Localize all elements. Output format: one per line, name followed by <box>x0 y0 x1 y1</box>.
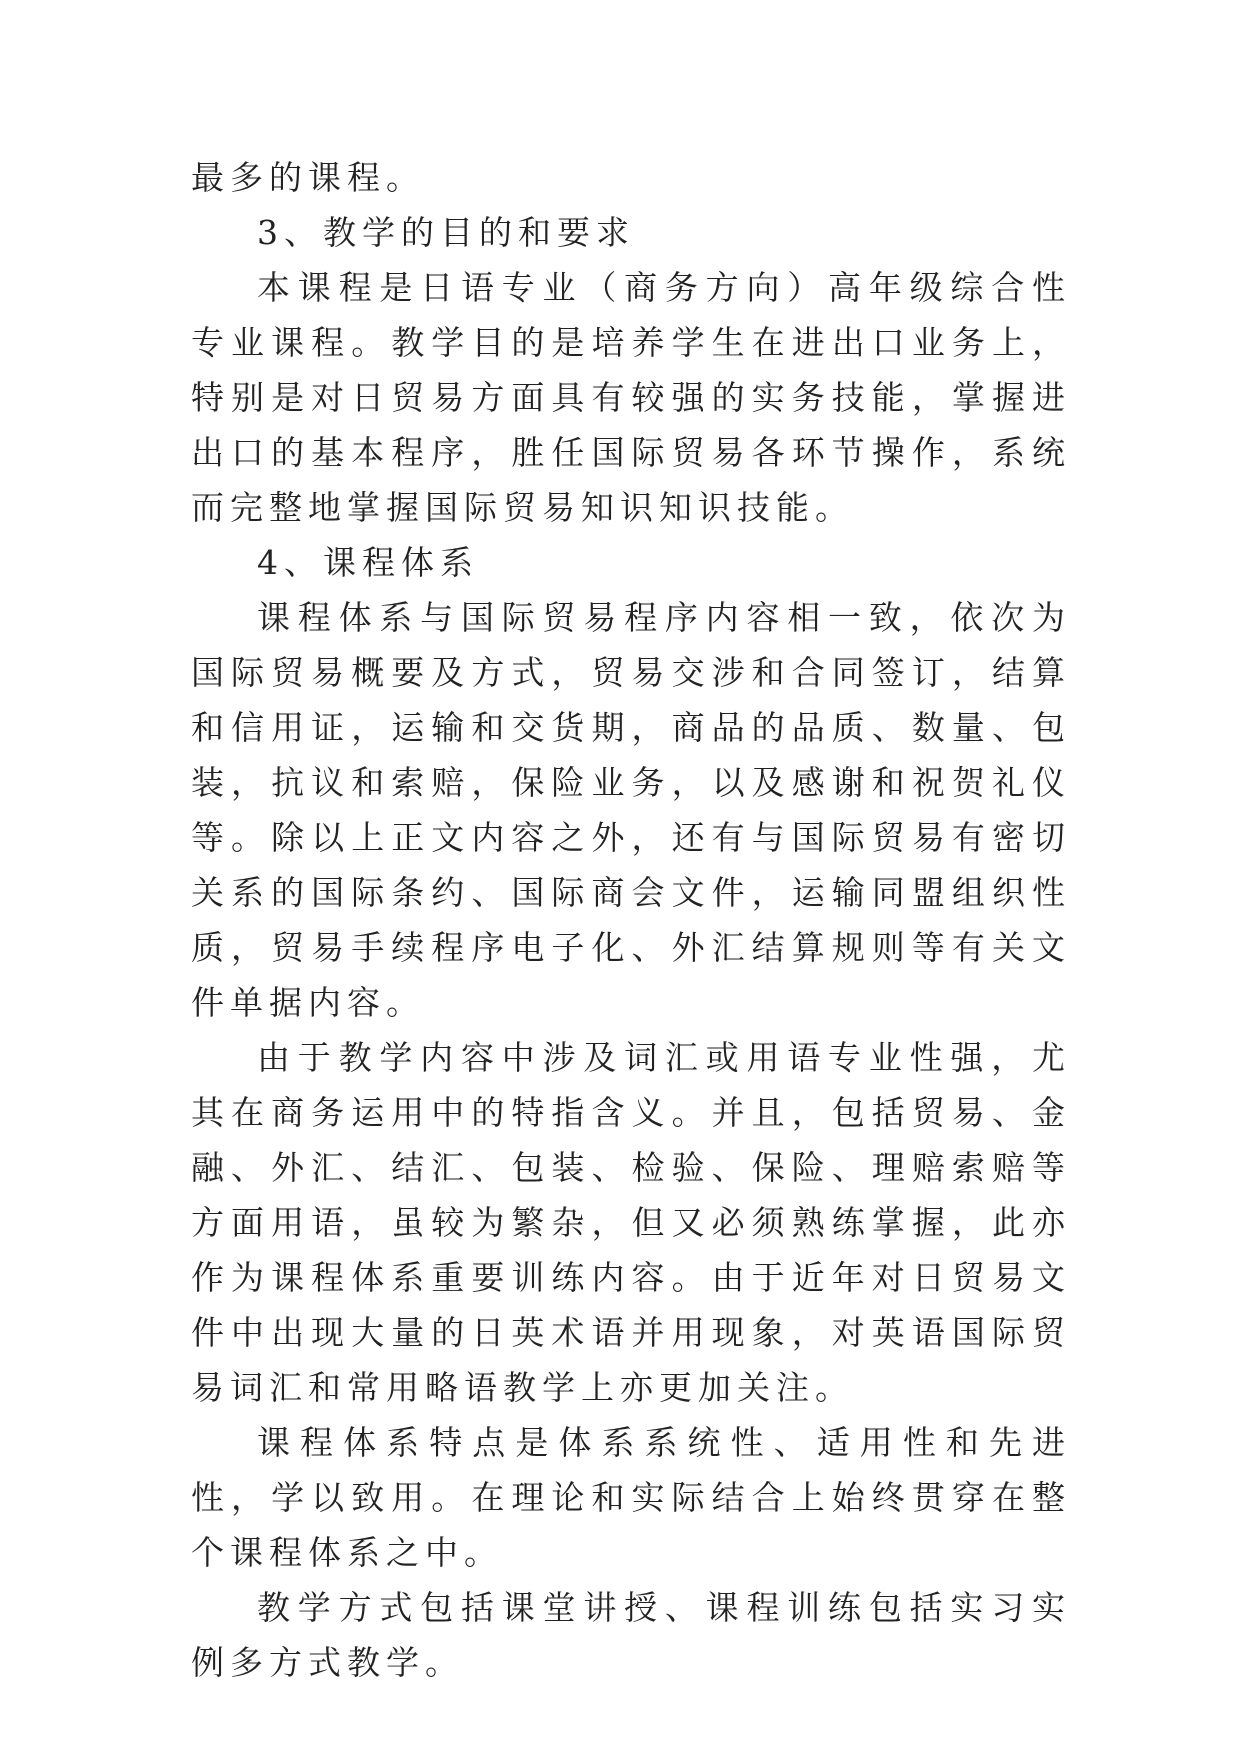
paragraph-teaching-methods: 教学方式包括课堂讲授、课程训练包括实习实例多方式教学。 <box>191 1588 1071 1682</box>
document-body <box>191 150 1071 1690</box>
section-heading-course-system: 4、课程体系 <box>257 543 479 582</box>
paragraph-system-features: 课程体系特点是体系系统性、适用性和先进性，学以致用。在理论和实际结合上始终贯穿在整个课程体系之中。 <box>191 1423 1071 1572</box>
paragraph-teaching-goals: 本课程是日语专业（商务方向）高年级综合性专业课程。教学目的是培养学生在进出口业务上，特别是对日贸易方面具有较强的实务技能，掌握进出口的基本程序，胜任国际贸易各环节操作，系统而完整地掌握国际贸易知识知识技能。 <box>191 268 1071 527</box>
paragraph-terminology: 由于教学内容中涉及词汇或用语专业性强，尤其在商务运用中的特指含义。并且，包括贸易、金融、外汇、结汇、包装、检验、保险、理赔索赔等方面用语，虽较为繁杂，但又必须熟练掌握，此亦作为课程体系重要训练内容。由于近年对日贸易文件中出现大量的日英术语并用现象，对英语国际贸易词汇和常用略语教学上亦更加关注。 <box>191 1038 1071 1407</box>
paragraph-course-system: 课程体系与国际贸易程序内容相一致，依次为国际贸易概要及方式，贸易交涉和合同签订，结算和信用证，运输和交货期，商品的品质、数量、包装，抗议和索赔，保险业务，以及感谢和祝贺礼仪等。除以上正文内容之外，还有与国际贸易有密切关系的国际条约、国际商会文件，运输同盟组织性质，贸易手续程序电子化、外汇结算规则等有关文件单据内容。 <box>191 598 1071 1022</box>
paragraph-continuation: 最多的课程。 <box>191 158 425 197</box>
section-heading-teaching-goals: 3、教学的目的和要求 <box>257 213 635 252</box>
